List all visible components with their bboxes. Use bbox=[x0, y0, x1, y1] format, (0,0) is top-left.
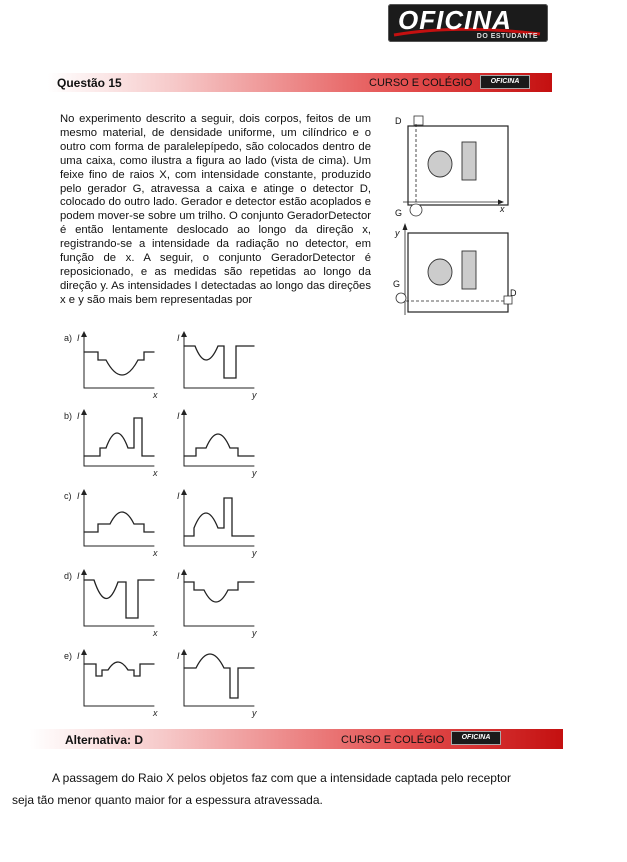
svg-text:y: y bbox=[252, 468, 257, 478]
option-b bbox=[64, 411, 257, 478]
svg-text:I: I bbox=[77, 333, 80, 343]
svg-text:y: y bbox=[252, 548, 257, 558]
logo-word: OFICINA bbox=[398, 5, 512, 35]
generator-label-bottom: G bbox=[393, 279, 401, 289]
svg-text:I: I bbox=[77, 411, 80, 421]
svg-text:I: I bbox=[177, 491, 180, 501]
svg-text:I: I bbox=[177, 333, 180, 343]
detector-label-top: D bbox=[395, 116, 402, 126]
top-view-y-scan bbox=[393, 223, 517, 315]
svg-text:y: y bbox=[252, 708, 257, 718]
axis-label-bottom: y bbox=[395, 228, 400, 238]
explanation-line-1: A passagem do Raio X pelos objetos faz com que a intensidade captada pelo receptor bbox=[52, 771, 511, 785]
svg-text:I: I bbox=[177, 571, 180, 581]
svg-text:I: I bbox=[77, 491, 80, 501]
answer-label: Alternativa: D bbox=[65, 733, 144, 747]
top-view-x-scan bbox=[395, 116, 508, 218]
svg-text:y: y bbox=[252, 628, 257, 638]
svg-text:y: y bbox=[252, 390, 257, 400]
oficina-logo bbox=[388, 4, 548, 42]
axis-label-top: x bbox=[500, 204, 505, 214]
question-label: Questão 15 bbox=[57, 76, 122, 90]
option-c bbox=[64, 491, 257, 558]
mini-logo: OFICINA bbox=[480, 75, 530, 89]
svg-text:I: I bbox=[77, 651, 80, 661]
svg-text:I: I bbox=[177, 651, 180, 661]
option-d bbox=[64, 571, 257, 638]
svg-text:x: x bbox=[153, 390, 158, 400]
detector-label-bottom: D bbox=[510, 288, 517, 298]
course-label: CURSO E COLÉGIO bbox=[369, 77, 473, 89]
svg-text:x: x bbox=[153, 468, 158, 478]
svg-text:x: x bbox=[153, 628, 158, 638]
answer-course-label: CURSO E COLÉGIO bbox=[341, 734, 445, 746]
option-a bbox=[64, 333, 257, 400]
svg-text:x: x bbox=[153, 548, 158, 558]
option-e bbox=[64, 651, 257, 718]
question-text: No experimento descrito a seguir, dois corpos, feitos de um mesmo material, de densidade uniforme, um cilíndrico e o outro com forma de paralelepípedo, são colocados dentro de uma caixa, como ilustra a figura ao lado (vista de cima). Um feixe fino de raios X, com intensidade constante, produzido pelo gerador G, atravessa a caixa e atinge o detector D, colocado do outro lado. Gerador e detector estão acoplados e podem mover-se sobre um trilho. O conjunto GeradorDetector é então lentamente deslocado ao longo da direção x, registrando-se a intensidade da radiação no detector, em função de x. A seguir, o conjunto GeradorDetector é reposicionado, e as medidas são repetidas ao longo da direção y. As intensidades I detectadas ao longo das direções x e y são mais bem representadas por bbox=[60, 113, 371, 306]
generator-label-top: G bbox=[395, 208, 403, 218]
option-e-label: e) bbox=[64, 651, 73, 661]
explanation-line-2: seja tão menor quanto maior for a espessura atravessada. bbox=[12, 793, 323, 807]
option-d-label: d) bbox=[64, 571, 73, 581]
setup-figure bbox=[392, 112, 517, 327]
option-graphs bbox=[60, 330, 272, 728]
question-header-bar bbox=[48, 73, 552, 92]
option-a-label: a) bbox=[64, 333, 73, 343]
svg-text:I: I bbox=[77, 571, 80, 581]
svg-text:x: x bbox=[153, 708, 158, 718]
logo-subtitle: DO ESTUDANTE bbox=[476, 33, 538, 40]
answer-mini-logo: OFICINA bbox=[451, 731, 501, 745]
option-c-label: c) bbox=[64, 491, 72, 501]
svg-text:I: I bbox=[177, 411, 180, 421]
option-b-label: b) bbox=[64, 411, 73, 421]
